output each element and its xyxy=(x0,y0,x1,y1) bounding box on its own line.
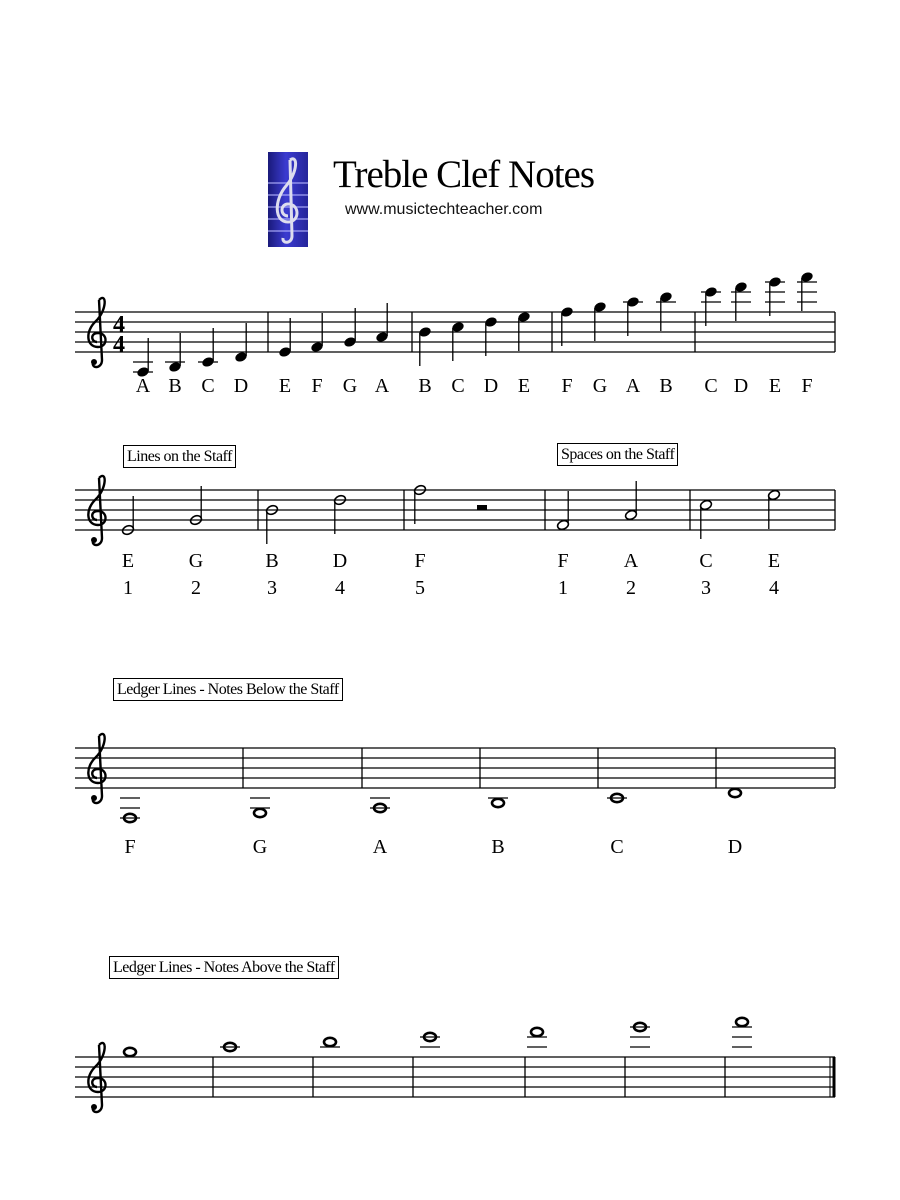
note-letter: B xyxy=(659,375,673,397)
note-letter: D xyxy=(332,550,348,572)
note-number: 4 xyxy=(335,577,345,599)
note xyxy=(320,1038,340,1047)
whole-note-head xyxy=(254,809,266,817)
note xyxy=(198,328,218,397)
note xyxy=(418,326,431,397)
note-number: 5 xyxy=(415,577,425,599)
note-letter: E xyxy=(767,550,781,572)
note xyxy=(477,505,487,510)
whole-note-head xyxy=(729,789,741,797)
note xyxy=(375,303,390,397)
note xyxy=(765,276,785,397)
note-letter: G xyxy=(592,375,608,397)
note-letter: C xyxy=(704,375,718,397)
note-letter: B xyxy=(168,375,182,397)
staff-ledger-above xyxy=(75,1018,835,1112)
time-signature-top: 4 xyxy=(113,312,125,338)
note xyxy=(370,798,390,858)
note-number: 2 xyxy=(626,577,636,599)
note-letter: F xyxy=(414,550,426,572)
note-letter: G xyxy=(252,836,268,858)
note xyxy=(527,1028,547,1047)
note-letter: C xyxy=(699,550,713,572)
staff-lines-and-spaces xyxy=(75,476,835,599)
note-letter: C xyxy=(451,375,465,397)
note xyxy=(220,1043,240,1051)
note-letter: A xyxy=(135,375,151,397)
whole-note-head xyxy=(324,1038,336,1046)
note-letter: A xyxy=(623,550,639,572)
staff-scale xyxy=(75,271,835,397)
time-signature-bottom: 4 xyxy=(113,332,125,358)
note xyxy=(121,496,134,599)
note-letter: D xyxy=(727,836,743,858)
note-letter: C xyxy=(201,375,215,397)
clef-dot xyxy=(91,1104,97,1110)
note xyxy=(607,794,627,858)
clef-dot xyxy=(91,359,97,365)
note xyxy=(624,481,639,599)
note xyxy=(623,296,643,397)
note xyxy=(189,486,203,599)
note xyxy=(556,491,569,599)
note-letter: F xyxy=(124,836,136,858)
note xyxy=(420,1033,440,1047)
note xyxy=(484,316,498,397)
label-ledger-above: Ledger Lines - Notes Above the Staff xyxy=(109,956,339,979)
note-letter: A xyxy=(374,375,390,397)
note-letter: D xyxy=(733,375,749,397)
note xyxy=(265,504,278,599)
note xyxy=(278,318,291,397)
note xyxy=(124,1048,136,1056)
note xyxy=(630,1023,650,1047)
note-letter: B xyxy=(418,375,432,397)
note xyxy=(593,301,607,397)
note-letter: F xyxy=(801,375,813,397)
note-letter: F xyxy=(561,375,573,397)
note-number: 1 xyxy=(558,577,568,599)
whole-note-head xyxy=(531,1028,543,1036)
note-letter: E xyxy=(517,375,531,397)
whole-note-head xyxy=(124,1048,136,1056)
note-number: 3 xyxy=(267,577,277,599)
note xyxy=(517,311,530,397)
whole-note-head xyxy=(736,1018,748,1026)
half-rest-icon xyxy=(477,505,487,510)
note xyxy=(732,1018,752,1047)
note-letter: F xyxy=(311,375,323,397)
whole-note-head xyxy=(492,799,504,807)
clef-dot xyxy=(91,537,97,543)
note xyxy=(310,313,323,397)
note-number: 3 xyxy=(701,577,711,599)
note-letter: E xyxy=(768,375,782,397)
note-letter: B xyxy=(265,550,279,572)
note-letter: G xyxy=(342,375,358,397)
note xyxy=(250,798,270,858)
website-url: www.musictechteacher.com xyxy=(345,201,543,218)
label-ledger-below: Ledger Lines - Notes Below the Staff xyxy=(113,678,343,701)
note-letter: D xyxy=(483,375,499,397)
note xyxy=(728,789,742,858)
note xyxy=(767,489,780,599)
staff-ledger-below xyxy=(75,734,835,858)
note xyxy=(120,798,140,858)
page-title: Treble Clef Notes xyxy=(333,153,595,196)
note-number: 2 xyxy=(191,577,201,599)
note-letter: D xyxy=(233,375,249,397)
note xyxy=(234,323,248,397)
note-letter: B xyxy=(491,836,505,858)
label-lines-on-staff: Lines on the Staff xyxy=(123,445,236,468)
note xyxy=(413,484,426,599)
label-spaces-on-staff: Spaces on the Staff xyxy=(557,443,678,466)
note-number: 4 xyxy=(769,577,779,599)
note-letter: F xyxy=(557,550,569,572)
note xyxy=(699,499,712,599)
note-letter: A xyxy=(625,375,641,397)
note xyxy=(133,338,153,397)
note-number: 1 xyxy=(123,577,133,599)
clef-dot xyxy=(91,795,97,801)
note xyxy=(488,798,508,858)
note-letter: E xyxy=(121,550,135,572)
note xyxy=(656,291,676,397)
note-letter: C xyxy=(610,836,624,858)
note-letter: E xyxy=(278,375,292,397)
note xyxy=(797,271,817,397)
note-letter: A xyxy=(372,836,388,858)
note-letter: G xyxy=(188,550,204,572)
note xyxy=(731,281,751,397)
